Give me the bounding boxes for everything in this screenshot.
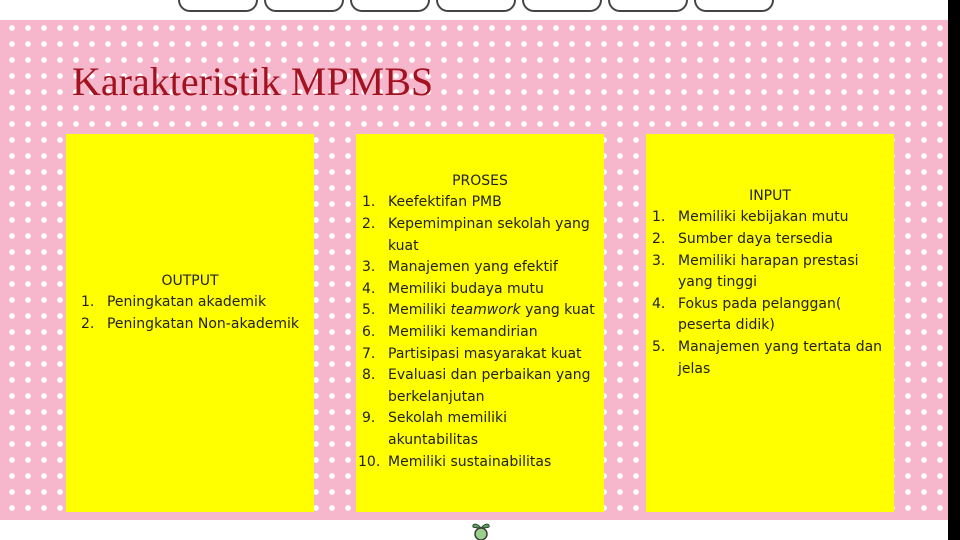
list-item: 1. Keefektifan PMB xyxy=(362,194,502,211)
slide-title: Karakteristik MPMBS xyxy=(72,59,434,104)
input-box xyxy=(646,134,894,512)
list-item: 6. Memiliki kemandirian xyxy=(362,324,538,340)
input-heading: INPUT xyxy=(749,187,791,204)
list-item: 4. Memiliki budaya mutu xyxy=(362,280,544,297)
process-list xyxy=(358,192,598,473)
deco-cup-icon xyxy=(694,0,774,12)
list-item: 10. Memiliki sustainabilitas xyxy=(358,453,552,470)
deco-cup-icon xyxy=(522,0,602,12)
deco-cup-icon xyxy=(350,0,430,12)
list-item: 1. Memiliki kebijakan mutu xyxy=(652,209,849,226)
top-decoration xyxy=(0,0,948,20)
list-item: 2. Peningkatan Non-akademik xyxy=(80,315,300,332)
list-item: 3. Memiliki harapan prestasi yang tinggi xyxy=(652,252,859,291)
list-item: 9. Sekolah memiliki akuntabilitas xyxy=(362,410,508,448)
process-box xyxy=(356,134,604,512)
list-item: 5. Manajemen yang tertata dan jelas xyxy=(652,338,883,377)
list-item: 2. Kepemimpinan sekolah yang kuat xyxy=(362,216,590,254)
deco-cup-icon xyxy=(264,0,344,12)
list-item: 1. Peningkatan akademik xyxy=(80,294,267,311)
list-item: 2. Sumber daya tersedia xyxy=(652,231,834,248)
deco-cup-icon xyxy=(436,0,516,12)
deco-cup-icon xyxy=(608,0,688,12)
list-item: 3. Manajemen yang efektif xyxy=(362,259,558,276)
sprout-icon xyxy=(470,518,492,540)
list-item: 4. Fokus pada pelanggan( peserta didik) xyxy=(652,295,842,334)
output-box xyxy=(66,134,314,512)
list-item: 5. Memiliki teamwork yang kuat xyxy=(362,302,595,319)
list-item: 7. Partisipasi masyarakat kuat xyxy=(362,345,582,362)
output-list xyxy=(81,292,299,335)
deco-cup-icon xyxy=(178,0,258,12)
process-heading: PROSES xyxy=(452,172,508,189)
list-item: 8. Evaluasi dan perbaikan yang berkelanjutan xyxy=(362,367,591,405)
input-list xyxy=(652,207,888,380)
output-heading: OUTPUT xyxy=(161,272,219,289)
